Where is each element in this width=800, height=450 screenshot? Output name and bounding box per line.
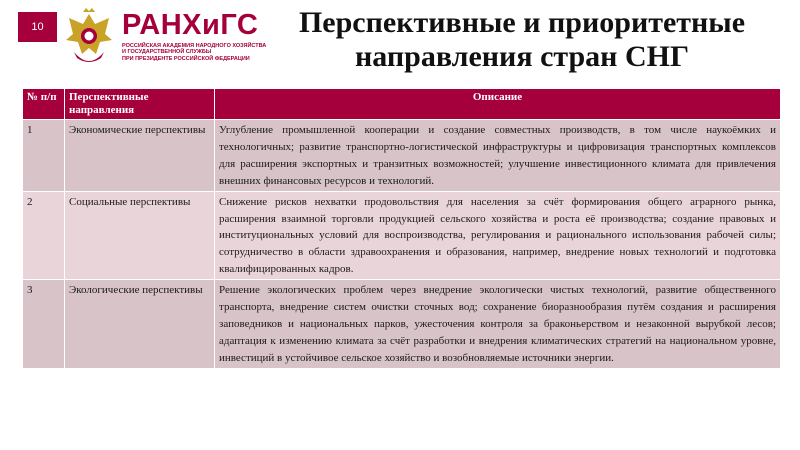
page-title: Перспективные и приоритетные направления стран СНГ <box>298 6 746 73</box>
row-description: Решение экологических проблем через внедрение экологически чистых технологий, развитие общественного транспорта, внедрение систем очистки сточных вод; сохранение биоразнообразия путём создания и расширения заповедников и национальных парков, ужесточения контроля за браконьерством и незаконной вырубкой лесов; адаптация к изменению климата за счёт разработки и внедрения климатических стратегий на национальном уровне, инвестиций в устойчивое сельское хозяйство и возобновляемые источники энергии. <box>215 280 781 369</box>
table-header-row <box>23 89 781 120</box>
row-description: Углубление промышленной кооперации и создание совместных производств, в том числе наукоёмких и технологичных; развитие транспортно-логистической инфраструктуры и цифровизация транспортных комплексов для расширения экспортных и транзитных возможностей; улучшение инвестиционного климата для привлечения внешних финансовых ресурсов и технологий. <box>215 120 781 192</box>
logo-subtitle-line: И ГОСУДАРСТВЕННОЙ СЛУЖБЫ <box>122 49 212 56</box>
header-number: № п/п <box>23 89 65 120</box>
table-row <box>23 191 781 280</box>
row-number: 2 <box>23 191 65 280</box>
row-number: 1 <box>23 120 65 192</box>
logo-name: РАНХиГС <box>122 9 259 41</box>
logo <box>64 8 267 66</box>
double-headed-eagle-emblem <box>64 8 114 66</box>
row-direction: Социальные перспективы <box>65 191 215 280</box>
logo-subtitle-line: ПРИ ПРЕЗИДЕНТЕ РОССИЙСКОЙ ФЕДЕРАЦИИ <box>122 55 250 62</box>
logo-subtitle <box>122 43 272 62</box>
row-description: Снижение рисков нехватки продовольствия для населения за счёт формирования общего аграрного рынка, расширения взаимной торговли продукцией сельского хозяйства и роста её производства; создание правовых и институциональных условий для воспроизводства, регулирования и рационального использования рабочей силы; сотрудничество в области здравоохранения и образования, например, внедрение новых технологий и подготовка квалифицированных кадров. <box>215 191 781 280</box>
row-direction: Экономические перспективы <box>65 120 215 192</box>
slide-number: 10 <box>18 12 57 42</box>
row-direction: Экологические перспективы <box>65 280 215 369</box>
directions-table <box>22 88 781 369</box>
table-row <box>23 280 781 369</box>
row-number: 3 <box>23 280 65 369</box>
table-row <box>23 120 781 192</box>
header-description: Описание <box>215 89 781 120</box>
header-direction: Перспективные направления <box>65 89 215 120</box>
logo-subtitle-line: РОССИЙСКАЯ АКАДЕМИЯ НАРОДНОГО ХОЗЯЙСТВА <box>122 43 267 49</box>
